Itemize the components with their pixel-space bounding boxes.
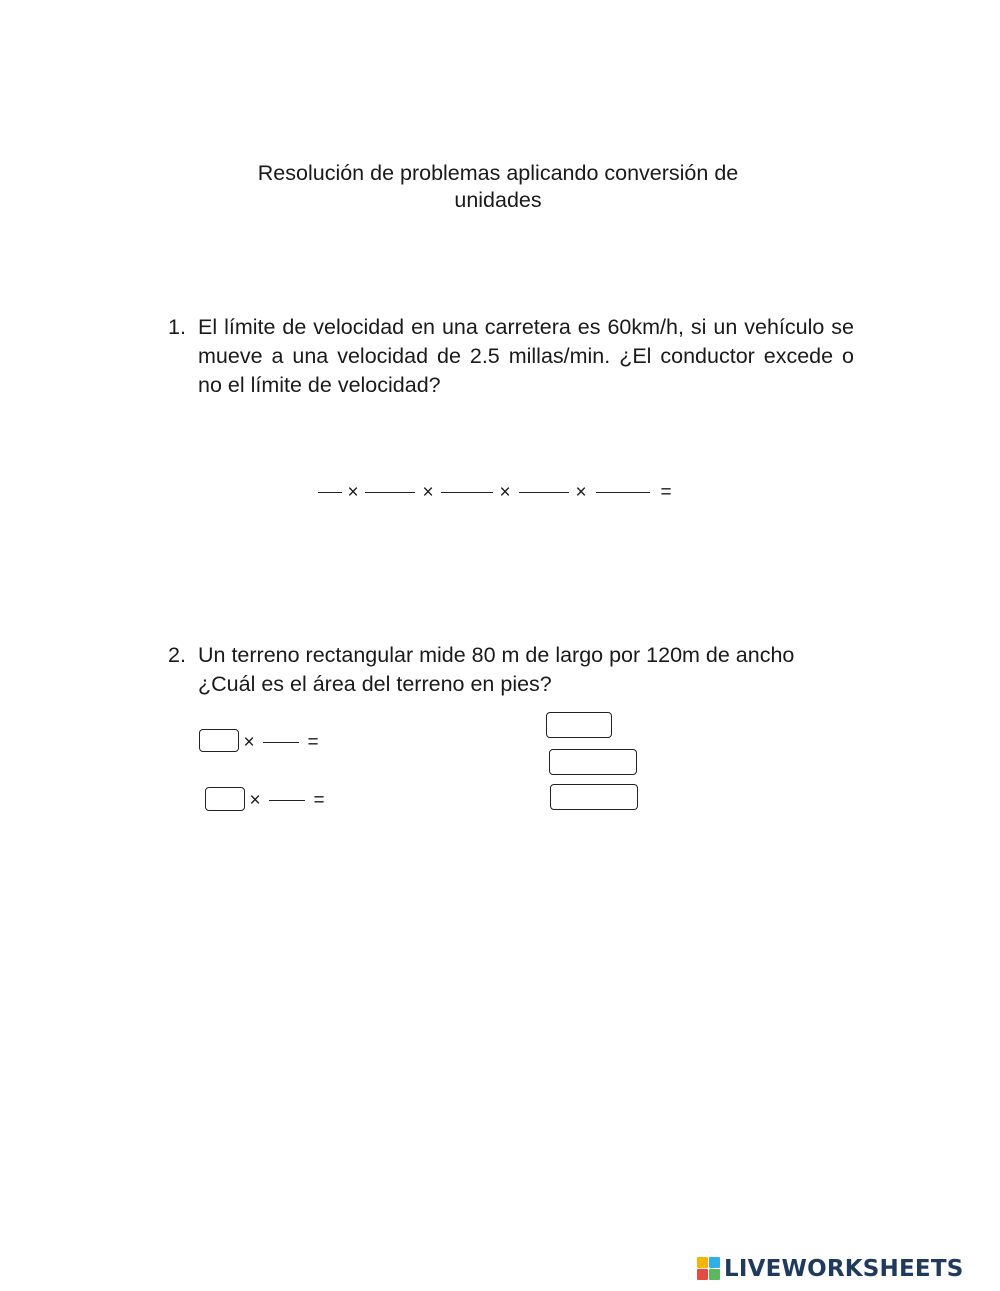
logo-blocks-icon (697, 1257, 721, 1281)
question-2 (168, 641, 858, 701)
times-symbol: × (249, 790, 261, 811)
liveworksheets-logo (697, 1254, 963, 1284)
fraction-line-5 (596, 492, 650, 493)
fraction-line-2 (365, 492, 415, 493)
fraction-line-3 (441, 492, 493, 493)
times-symbol: × (422, 482, 434, 503)
question-1 (168, 313, 858, 403)
times-symbol: × (575, 482, 587, 503)
logo-block-red (697, 1269, 708, 1280)
conversion-row-width (247, 789, 337, 813)
times-symbol: × (499, 482, 511, 503)
equals-symbol: = (660, 482, 672, 503)
logo-block-yellow (697, 1257, 708, 1268)
equals-symbol: = (307, 732, 319, 753)
fraction-line-1 (318, 492, 342, 493)
conversion-row-length (241, 731, 331, 755)
worksheet-title (200, 160, 796, 214)
fraction-line-length (263, 742, 299, 743)
times-symbol: × (243, 732, 255, 753)
result-box-1[interactable] (546, 712, 612, 738)
logo-text: LIVEWORKSHEETS (724, 1256, 964, 1282)
answer-box-width[interactable] (205, 787, 245, 811)
answer-box-length[interactable] (199, 729, 239, 752)
conversion-chain-q1 (318, 481, 678, 505)
times-symbol: × (347, 482, 359, 503)
result-box-3[interactable] (550, 784, 638, 810)
logo-block-blue (709, 1257, 720, 1268)
title-line-2: unidades (454, 188, 542, 212)
question-2-number: 2. (168, 643, 186, 667)
title-line-1: Resolución de problemas aplicando conversión de (257, 161, 739, 185)
logo-block-green (709, 1269, 720, 1280)
fraction-line-width (269, 800, 305, 801)
fraction-line-4 (519, 492, 569, 493)
question-1-text: El límite de velocidad en una carretera es 60km/h, si un vehículo se mueve a una velocidad de 2.5 millas/min. ¿El conductor excede o no el límite de velocidad? (198, 315, 854, 397)
equals-symbol: = (313, 790, 325, 811)
question-2-text: Un terreno rectangular mide 80 m de largo por 120m de ancho ¿Cuál es el área del terreno en pies? (198, 643, 795, 696)
question-1-number: 1. (168, 315, 186, 339)
result-box-2[interactable] (549, 749, 637, 775)
